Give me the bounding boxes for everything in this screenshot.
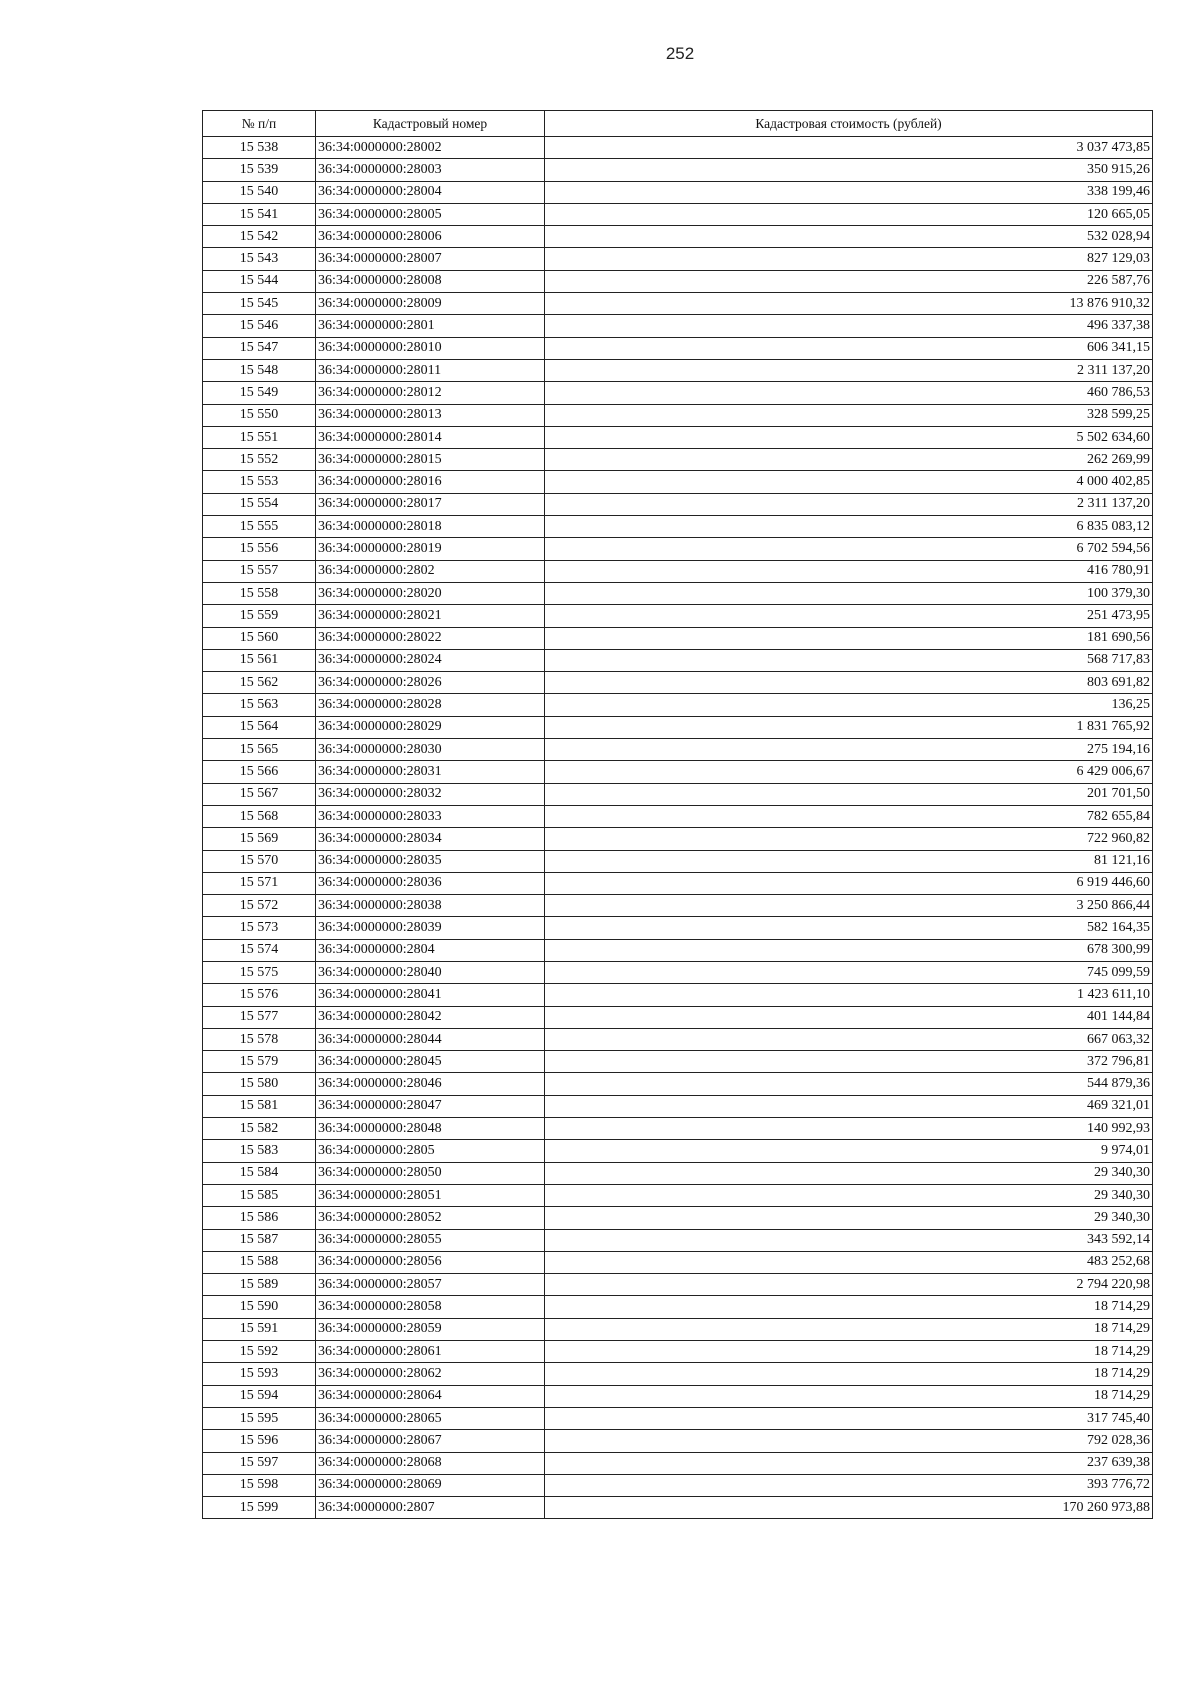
cadastral-number-cell: 36:34:0000000:28007 [316,248,545,270]
row-number-cell: 15 546 [203,315,316,337]
row-number-cell: 15 573 [203,917,316,939]
cadastral-number-cell: 36:34:0000000:28064 [316,1385,545,1407]
cadastral-number-cell: 36:34:0000000:28044 [316,1028,545,1050]
cadastral-number-cell: 36:34:0000000:28011 [316,359,545,381]
cadastral-value-cell: 120 665,05 [545,203,1153,225]
table-row [203,137,1153,159]
cadastral-number-cell: 36:34:0000000:28029 [316,716,545,738]
row-number-cell: 15 541 [203,203,316,225]
row-number-cell: 15 553 [203,471,316,493]
cadastral-number-cell: 36:34:0000000:28047 [316,1095,545,1117]
cadastral-value-cell: 4 000 402,85 [545,471,1153,493]
cadastral-number-cell: 36:34:0000000:28050 [316,1162,545,1184]
cadastral-value-cell: 460 786,53 [545,382,1153,404]
cadastral-value-cell: 350 915,26 [545,159,1153,181]
row-number-cell: 15 544 [203,270,316,292]
row-number-cell: 15 559 [203,605,316,627]
table-row [203,984,1153,1006]
cadastral-value-cell: 722 960,82 [545,828,1153,850]
cadastral-number-cell: 36:34:0000000:28057 [316,1274,545,1296]
row-number-cell: 15 548 [203,359,316,381]
cadastral-value-cell: 328 599,25 [545,404,1153,426]
cadastral-value-cell: 393 776,72 [545,1474,1153,1496]
cadastral-number-cell: 36:34:0000000:28065 [316,1407,545,1429]
cadastral-value-cell: 100 379,30 [545,582,1153,604]
cadastral-value-cell: 3 250 866,44 [545,895,1153,917]
table-row [203,1140,1153,1162]
cadastral-value-cell: 317 745,40 [545,1407,1153,1429]
table-row [203,226,1153,248]
cadastral-value-cell: 469 321,01 [545,1095,1153,1117]
cadastral-number-cell: 36:34:0000000:28028 [316,694,545,716]
table-row [203,1229,1153,1251]
row-number-cell: 15 583 [203,1140,316,1162]
row-number-cell: 15 556 [203,538,316,560]
cadastral-number-cell: 36:34:0000000:28038 [316,895,545,917]
cadastral-value-cell: 606 341,15 [545,337,1153,359]
table-row [203,850,1153,872]
cadastral-number-cell: 36:34:0000000:28006 [316,226,545,248]
cadastral-value-table [202,110,1153,1519]
cadastral-value-cell: 745 099,59 [545,961,1153,983]
table-row [203,1474,1153,1496]
cadastral-value-cell: 29 340,30 [545,1162,1153,1184]
cadastral-value-cell: 29 340,30 [545,1207,1153,1229]
table-row [203,159,1153,181]
table-row [203,761,1153,783]
cadastral-value-cell: 13 876 910,32 [545,293,1153,315]
table-row [203,1162,1153,1184]
row-number-cell: 15 551 [203,426,316,448]
cadastral-value-cell: 401 144,84 [545,1006,1153,1028]
row-number-cell: 15 598 [203,1474,316,1496]
cadastral-value-cell: 582 164,35 [545,917,1153,939]
cadastral-number-cell: 36:34:0000000:28039 [316,917,545,939]
cadastral-number-cell: 36:34:0000000:28020 [316,582,545,604]
cadastral-value-cell: 9 974,01 [545,1140,1153,1162]
table-row [203,382,1153,404]
row-number-cell: 15 577 [203,1006,316,1028]
table-row [203,315,1153,337]
table-row [203,1341,1153,1363]
row-number-cell: 15 591 [203,1318,316,1340]
row-number-cell: 15 564 [203,716,316,738]
table-row [203,404,1153,426]
cadastral-number-cell: 36:34:0000000:28036 [316,872,545,894]
row-number-cell: 15 580 [203,1073,316,1095]
table-row [203,1207,1153,1229]
table-row [203,181,1153,203]
row-number-cell: 15 599 [203,1497,316,1519]
cadastral-value-cell: 2 794 220,98 [545,1274,1153,1296]
cadastral-number-cell: 36:34:0000000:28013 [316,404,545,426]
table-row [203,426,1153,448]
cadastral-value-cell: 532 028,94 [545,226,1153,248]
cadastral-number-cell: 36:34:0000000:28068 [316,1452,545,1474]
row-number-cell: 15 576 [203,984,316,1006]
cadastral-number-cell: 36:34:0000000:28058 [316,1296,545,1318]
cadastral-number-cell: 36:34:0000000:28002 [316,137,545,159]
table-row [203,872,1153,894]
row-number-cell: 15 560 [203,627,316,649]
cadastral-value-cell: 251 473,95 [545,605,1153,627]
cadastral-value-cell: 827 129,03 [545,248,1153,270]
table-row [203,1318,1153,1340]
row-number-cell: 15 540 [203,181,316,203]
cadastral-number-cell: 36:34:0000000:28009 [316,293,545,315]
table-row [203,1385,1153,1407]
row-number-cell: 15 581 [203,1095,316,1117]
cadastral-value-cell: 6 919 446,60 [545,872,1153,894]
row-number-cell: 15 566 [203,761,316,783]
table-row [203,582,1153,604]
cadastral-number-cell: 36:34:0000000:2801 [316,315,545,337]
cadastral-number-cell: 36:34:0000000:28008 [316,270,545,292]
cadastral-value-cell: 2 311 137,20 [545,493,1153,515]
table-row [203,1296,1153,1318]
cadastral-value-cell: 237 639,38 [545,1452,1153,1474]
cadastral-value-cell: 338 199,46 [545,181,1153,203]
cadastral-number-cell: 36:34:0000000:28024 [316,649,545,671]
table-row [203,1118,1153,1140]
table-row [203,203,1153,225]
cadastral-value-cell: 496 337,38 [545,315,1153,337]
row-number-cell: 15 569 [203,828,316,850]
table-row [203,516,1153,538]
cadastral-value-cell: 792 028,36 [545,1430,1153,1452]
cadastral-value-cell: 262 269,99 [545,449,1153,471]
table-body [203,137,1153,1519]
table-row [203,449,1153,471]
row-number-cell: 15 558 [203,582,316,604]
cadastral-number-cell: 36:34:0000000:28032 [316,783,545,805]
cadastral-number-cell: 36:34:0000000:28042 [316,1006,545,1028]
cadastral-value-cell: 544 879,36 [545,1073,1153,1095]
cadastral-number-cell: 36:34:0000000:28010 [316,337,545,359]
table-row [203,716,1153,738]
cadastral-value-cell: 29 340,30 [545,1184,1153,1206]
page-number: 252 [665,44,695,63]
table-row [203,560,1153,582]
row-number-cell: 15 545 [203,293,316,315]
cadastral-value-cell: 226 587,76 [545,270,1153,292]
cadastral-number-cell: 36:34:0000000:28040 [316,961,545,983]
row-number-cell: 15 549 [203,382,316,404]
cadastral-number-cell: 36:34:0000000:2805 [316,1140,545,1162]
row-number-cell: 15 584 [203,1162,316,1184]
table-row [203,605,1153,627]
row-number-cell: 15 574 [203,939,316,961]
cadastral-number-cell: 36:34:0000000:28048 [316,1118,545,1140]
cadastral-number-cell: 36:34:0000000:28003 [316,159,545,181]
cadastral-number-cell: 36:34:0000000:28045 [316,1051,545,1073]
cadastral-value-cell: 3 037 473,85 [545,137,1153,159]
table-row [203,649,1153,671]
cadastral-value-cell: 483 252,68 [545,1251,1153,1273]
table-row [203,1274,1153,1296]
cadastral-number-cell: 36:34:0000000:28015 [316,449,545,471]
row-number-cell: 15 567 [203,783,316,805]
row-number-cell: 15 555 [203,516,316,538]
table-row [203,1073,1153,1095]
row-number-cell: 15 552 [203,449,316,471]
row-number-cell: 15 550 [203,404,316,426]
cadastral-value-cell: 18 714,29 [545,1341,1153,1363]
table-row [203,783,1153,805]
cadastral-number-cell: 36:34:0000000:28017 [316,493,545,515]
cadastral-value-cell: 6 835 083,12 [545,516,1153,538]
cadastral-value-cell: 18 714,29 [545,1385,1153,1407]
table-row [203,1028,1153,1050]
cadastral-value-cell: 667 063,32 [545,1028,1153,1050]
row-number-cell: 15 543 [203,248,316,270]
table-row [203,805,1153,827]
table-row [203,1363,1153,1385]
cadastral-value-cell: 6 702 594,56 [545,538,1153,560]
table-row [203,270,1153,292]
table-row [203,1006,1153,1028]
cadastral-value-cell: 201 701,50 [545,783,1153,805]
table-row [203,493,1153,515]
cadastral-value-cell: 678 300,99 [545,939,1153,961]
table-row [203,538,1153,560]
cadastral-value-cell: 803 691,82 [545,672,1153,694]
row-number-cell: 15 585 [203,1184,316,1206]
cadastral-value-cell: 1 831 765,92 [545,716,1153,738]
row-number-cell: 15 562 [203,672,316,694]
cadastral-number-cell: 36:34:0000000:28055 [316,1229,545,1251]
table-row [203,739,1153,761]
cadastral-value-cell: 181 690,56 [545,627,1153,649]
table-row [203,471,1153,493]
cadastral-value-cell: 568 717,83 [545,649,1153,671]
row-number-cell: 15 595 [203,1407,316,1429]
cadastral-value-cell: 275 194,16 [545,739,1153,761]
cadastral-number-cell: 36:34:0000000:28005 [316,203,545,225]
cadastral-value-cell: 18 714,29 [545,1296,1153,1318]
table-row [203,1430,1153,1452]
header-cadastral-number: Кадастровый номер [316,111,545,137]
row-number-cell: 15 563 [203,694,316,716]
cadastral-number-cell: 36:34:0000000:28021 [316,605,545,627]
cadastral-value-cell: 1 423 611,10 [545,984,1153,1006]
table-row [203,248,1153,270]
cadastral-value-cell: 372 796,81 [545,1051,1153,1073]
table-row [203,337,1153,359]
row-number-cell: 15 593 [203,1363,316,1385]
cadastral-value-cell: 343 592,14 [545,1229,1153,1251]
row-number-cell: 15 586 [203,1207,316,1229]
table-row [203,1184,1153,1206]
cadastral-value-cell: 81 121,16 [545,850,1153,872]
row-number-cell: 15 582 [203,1118,316,1140]
cadastral-number-cell: 36:34:0000000:28046 [316,1073,545,1095]
cadastral-number-cell: 36:34:0000000:28033 [316,805,545,827]
table-row [203,293,1153,315]
table-row [203,627,1153,649]
cadastral-value-cell: 782 655,84 [545,805,1153,827]
table-row [203,1407,1153,1429]
table-row [203,895,1153,917]
table-row [203,359,1153,381]
cadastral-value-cell: 6 429 006,67 [545,761,1153,783]
row-number-cell: 15 578 [203,1028,316,1050]
row-number-cell: 15 579 [203,1051,316,1073]
cadastral-number-cell: 36:34:0000000:28061 [316,1341,545,1363]
cadastral-number-cell: 36:34:0000000:28012 [316,382,545,404]
cadastral-number-cell: 36:34:0000000:28069 [316,1474,545,1496]
cadastral-number-cell: 36:34:0000000:28016 [316,471,545,493]
cadastral-number-cell: 36:34:0000000:28014 [316,426,545,448]
cadastral-value-cell: 140 992,93 [545,1118,1153,1140]
cadastral-value-cell: 416 780,91 [545,560,1153,582]
row-number-cell: 15 596 [203,1430,316,1452]
row-number-cell: 15 589 [203,1274,316,1296]
row-number-cell: 15 571 [203,872,316,894]
cadastral-number-cell: 36:34:0000000:28004 [316,181,545,203]
cadastral-number-cell: 36:34:0000000:28026 [316,672,545,694]
cadastral-number-cell: 36:34:0000000:28052 [316,1207,545,1229]
cadastral-number-cell: 36:34:0000000:28034 [316,828,545,850]
cadastral-value-cell: 18 714,29 [545,1318,1153,1340]
row-number-cell: 15 592 [203,1341,316,1363]
cadastral-number-cell: 36:34:0000000:28030 [316,739,545,761]
row-number-cell: 15 587 [203,1229,316,1251]
cadastral-number-cell: 36:34:0000000:28041 [316,984,545,1006]
cadastral-number-cell: 36:34:0000000:28067 [316,1430,545,1452]
row-number-cell: 15 590 [203,1296,316,1318]
row-number-cell: 15 572 [203,895,316,917]
table-row [203,939,1153,961]
row-number-cell: 15 561 [203,649,316,671]
cadastral-number-cell: 36:34:0000000:28031 [316,761,545,783]
row-number-cell: 15 554 [203,493,316,515]
table-header [203,111,1153,137]
row-number-cell: 15 568 [203,805,316,827]
row-number-cell: 15 588 [203,1251,316,1273]
row-number-cell: 15 565 [203,739,316,761]
cadastral-number-cell: 36:34:0000000:28059 [316,1318,545,1340]
row-number-cell: 15 597 [203,1452,316,1474]
header-row-number: № п/п [203,111,316,137]
table-row [203,672,1153,694]
header-row [203,111,1153,137]
cadastral-value-cell: 136,25 [545,694,1153,716]
row-number-cell: 15 570 [203,850,316,872]
table-row [203,917,1153,939]
cadastral-number-cell: 36:34:0000000:28051 [316,1184,545,1206]
table-row [203,1251,1153,1273]
table-row [203,828,1153,850]
row-number-cell: 15 575 [203,961,316,983]
cadastral-number-cell: 36:34:0000000:2802 [316,560,545,582]
cadastral-number-cell: 36:34:0000000:2804 [316,939,545,961]
cadastral-value-cell: 2 311 137,20 [545,359,1153,381]
table-row [203,1497,1153,1519]
header-cadastral-value: Кадастровая стоимость (рублей) [545,111,1153,137]
row-number-cell: 15 547 [203,337,316,359]
cadastral-value-cell: 5 502 634,60 [545,426,1153,448]
cadastral-number-cell: 36:34:0000000:28018 [316,516,545,538]
row-number-cell: 15 538 [203,137,316,159]
row-number-cell: 15 557 [203,560,316,582]
cadastral-number-cell: 36:34:0000000:28035 [316,850,545,872]
row-number-cell: 15 542 [203,226,316,248]
cadastral-number-cell: 36:34:0000000:28019 [316,538,545,560]
table-row [203,694,1153,716]
table-row [203,1051,1153,1073]
cadastral-number-cell: 36:34:0000000:28062 [316,1363,545,1385]
row-number-cell: 15 539 [203,159,316,181]
table-row [203,1095,1153,1117]
table-row [203,1452,1153,1474]
cadastral-number-cell: 36:34:0000000:2807 [316,1497,545,1519]
cadastral-value-cell: 18 714,29 [545,1363,1153,1385]
cadastral-value-cell: 170 260 973,88 [545,1497,1153,1519]
cadastral-number-cell: 36:34:0000000:28022 [316,627,545,649]
row-number-cell: 15 594 [203,1385,316,1407]
cadastral-number-cell: 36:34:0000000:28056 [316,1251,545,1273]
table-row [203,961,1153,983]
